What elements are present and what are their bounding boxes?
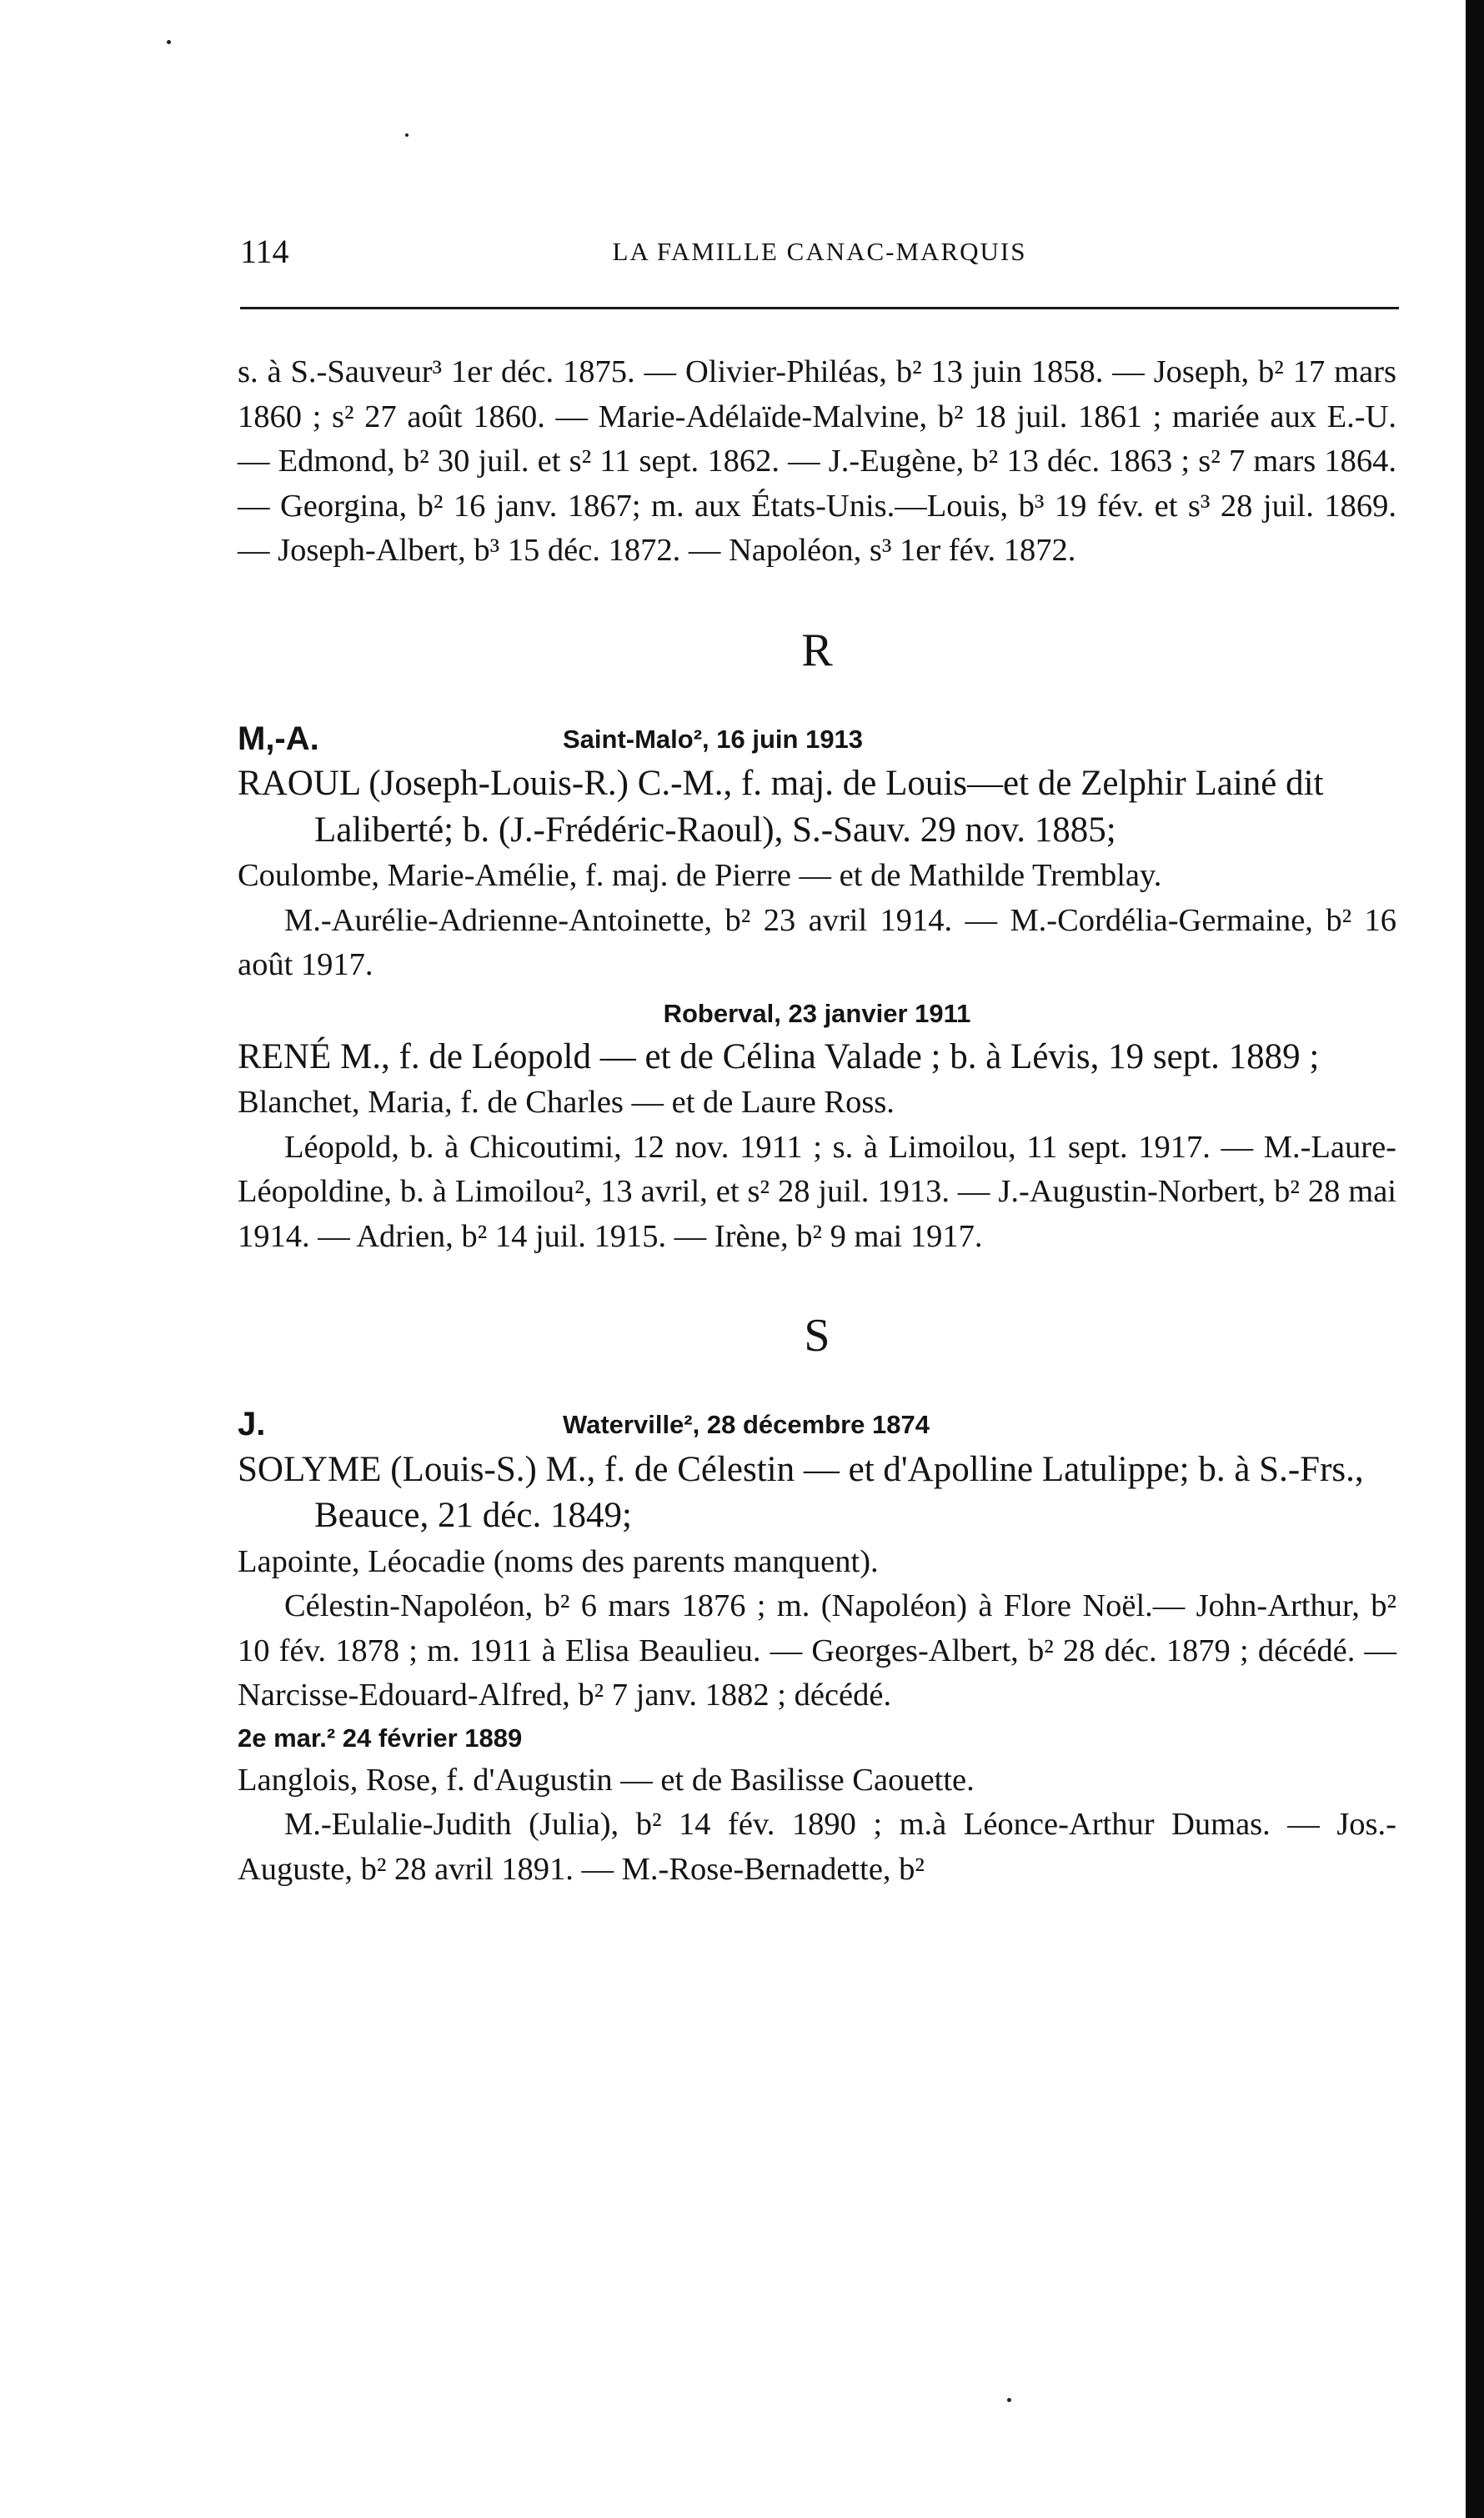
header-rule	[240, 307, 1399, 309]
running-title: LA FAMILLE CANAC-MARQUIS	[612, 237, 1027, 266]
page-number: 114	[240, 233, 289, 270]
children-list: M.-Eulalie-Judith (Julia), b² 14 fév. 1890 ; m.à Léonce-Arthur Dumas. — Jos.-Auguste, b² 28 avril 1891. — M.-Rose-Bernadette, b²	[238, 1807, 1396, 1887]
marriage-place-date: Roberval, 23 janvier 1911	[663, 998, 971, 1028]
page-edge-shadow	[1466, 0, 1484, 2518]
scan-speck	[1007, 2398, 1011, 2402]
bride-entry: Blanchet, Maria, f. de Charles — et de Laure Ross.	[238, 1085, 895, 1120]
children-list: Léopold, b. à Chicoutimi, 12 nov. 1911 ; s. à Limoilou, 11 sept. 1917. — M.-Laure-Léopoldine, b. à Limoilou², 13 avril, et s² 28 juil. 1913. — J.-Augustin-Norbert, b² 28 mai 1914. — Adrien, b² 14 juil. 1915. — Irène, b² 9 mai 1917.	[238, 1129, 1396, 1254]
marriage-place-date: Saint-Malo², 16 juin 1913	[563, 724, 864, 754]
marriage-place-date: Waterville², 28 décembre 1874	[563, 1410, 930, 1439]
groom-entry: RAOUL (Joseph-Louis-R.) C.-M., f. maj. de Louis—et de Zelphir Lainé dit Laliberté; b. (J.-Frédéric-Raoul), S.-Sauv. 29 nov. 1885;	[238, 764, 1324, 850]
marriage-code: J.	[238, 1406, 266, 1442]
page-body	[238, 350, 1396, 1892]
marriage-code: M,-A.	[238, 720, 319, 757]
bride-entry: Langlois, Rose, f. d'Augustin — et de Basilisse Caouette.	[238, 1762, 975, 1798]
scan-speck	[167, 40, 171, 44]
scan-speck	[405, 133, 409, 137]
section-letter-s: S	[804, 1310, 830, 1362]
groom-entry: SOLYME (Louis-S.) M., f. de Célestin — et d'Apolline Latulippe; b. à S.-Frs., Beauce, 21 déc. 1849;	[238, 1449, 1364, 1535]
page-header	[240, 232, 1399, 273]
second-marriage-heading: 2e mar.² 24 février 1889	[238, 1723, 523, 1753]
groom-entry: RENÉ M., f. de Léopold — et de Célina Valade ; b. à Lévis, 19 sept. 1889 ;	[238, 1036, 1320, 1076]
section-letter-r: R	[801, 624, 833, 676]
children-list: Célestin-Napoléon, b² 6 mars 1876 ; m. (Napoléon) à Flore Noël.— John-Arthur, b² 10 fév. 1878 ; m. 1911 à Elisa Beaulieu. — Georges-Albert, b² 28 déc. 1879 ; décédé. — Narcisse-Edouard-Alfred, b² 7 janv. 1882 ; décédé.	[238, 1588, 1396, 1713]
children-list: M.-Aurélie-Adrienne-Antoinette, b² 23 avril 1914. — M.-Cordélia-Germaine, b² 16 août 1917.	[238, 902, 1396, 982]
marriage-heading	[238, 717, 1396, 762]
continuation-paragraph: s. à S.-Sauveur³ 1er déc. 1875. — Olivier-Philéas, b² 13 juin 1858. — Joseph, b² 17 mars 1860 ; s² 27 août 1860. — Marie-Adélaïde-Malvine, b² 18 juil. 1861 ; mariée aux E.-U. — Edmond, b² 30 juil. et s² 11 sept. 1862. — J.-Eugène, b² 13 déc. 1863 ; s² 7 mars 1864. — Georgina, b² 16 janv. 1867; m. aux États-Unis.—Louis, b³ 19 fév. et s³ 28 juil. 1869. — Joseph-Albert, b³ 15 déc. 1872. — Napoléon, s³ 1er fév. 1872.	[238, 354, 1396, 568]
bride-entry: Lapointe, Léocadie (noms des parents manquent).	[238, 1543, 879, 1579]
marriage-heading	[238, 1402, 1396, 1447]
bride-entry: Coulombe, Marie-Amélie, f. maj. de Pierre — et de Mathilde Tremblay.	[238, 858, 1162, 893]
